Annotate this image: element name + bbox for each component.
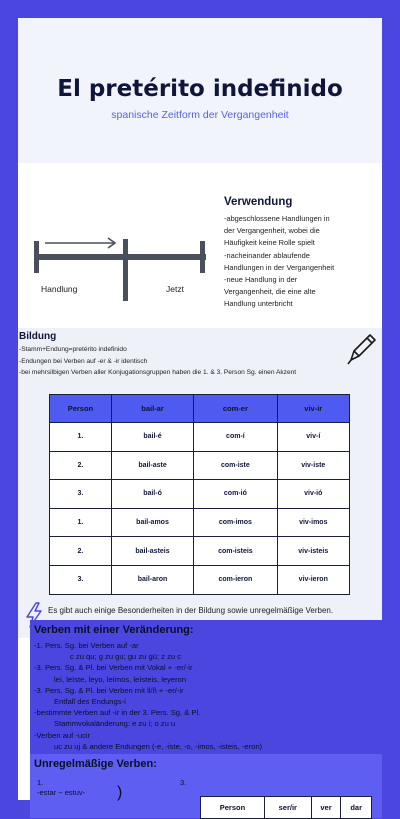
item-number: 3. <box>180 778 187 787</box>
verwendung-line: Häufigkeit keine Rolle spielt <box>224 238 315 248</box>
column-header: viv-ir <box>277 395 349 423</box>
conjugation-table <box>49 394 350 595</box>
column-header: ser/ir <box>264 797 311 819</box>
table-cell: viv-ieron <box>277 565 349 594</box>
rule-line: -bestimmte Verben auf -ir in der 3. Pers. Sg. & Pl. <box>34 708 201 718</box>
page <box>18 18 382 812</box>
unregelmaessig-heading: Unregelmäßige Verben: <box>34 758 157 770</box>
timeline-label-handlung: Handlung <box>41 284 78 294</box>
divider <box>18 163 382 183</box>
item-number: 1. <box>37 778 44 787</box>
veraenderung-section <box>30 620 382 754</box>
rule-line: c zu qu; g zu gu; gu zu gü; z zu c <box>70 652 182 662</box>
irregular-table <box>200 796 372 819</box>
table-cell: com-imos <box>194 508 277 537</box>
table-cell: 2. <box>50 537 112 566</box>
table-cell: com-iste <box>194 451 277 480</box>
verwendung-line: Handlungen in der Vergangenheit <box>224 262 335 272</box>
veraenderung-heading: Verben mit einer Veränderung: <box>34 624 194 636</box>
verwendung-line: -abgeschlossene Handlungen in <box>224 214 330 223</box>
table-cell: 3. <box>50 480 112 509</box>
table-row <box>50 508 350 537</box>
column-header: dar <box>341 797 372 819</box>
rule-line: leí, leíste, leyo, leímos, leísteis, leyeron <box>54 674 187 684</box>
rule-line: Stammvokaländerung: e zu i; o zu u <box>54 719 176 729</box>
bildung-heading: Bildung <box>19 331 57 342</box>
table-row <box>50 480 350 509</box>
column-header: com-er <box>194 395 277 423</box>
veraenderung-rules <box>34 640 262 752</box>
verwendung-line: -neue Handlung in der <box>224 275 298 285</box>
bildung-line: -Endungen bei Verben auf -er & -ir identisch <box>19 357 148 365</box>
table-cell: viv-iste <box>277 451 349 480</box>
table-cell: com-í <box>194 423 277 452</box>
verwendung-line: der Vergangenheit, wobei die <box>224 226 320 236</box>
header <box>18 18 382 163</box>
verwendung-line: -nacheinander ablaufende <box>224 250 310 260</box>
unregelmaessig-section <box>30 754 382 818</box>
bildung-rules <box>19 344 296 379</box>
page-subtitle: spanische Zeitform der Vergangenheit <box>111 109 289 121</box>
table-cell: com-ió <box>194 480 277 509</box>
table-cell: com-ieron <box>194 565 277 594</box>
table-cell: bail-aron <box>111 565 193 594</box>
verwendung-line: Vergangenheit, die eine alte <box>224 287 316 297</box>
table-cell: bail-asteis <box>111 537 193 566</box>
rule-line: -3. Pers. Sg. & Pl. bei Verben mit ll/ñ + -er/-ir <box>34 685 184 695</box>
table-cell: viv-imos <box>277 508 349 537</box>
table-row <box>50 451 350 480</box>
table-cell: bail-amos <box>111 508 193 537</box>
bildung-section <box>18 328 382 638</box>
page-title: El pretérito indefinido <box>57 76 343 102</box>
pencil-icon <box>346 330 378 366</box>
item-text: -estar ~ estuv- <box>37 788 86 797</box>
rule-line: -1. Pers. Sg. bei Verben auf -ar <box>34 641 139 650</box>
bildung-line: -Stamm+Endung=pretérito indefinido <box>19 346 127 353</box>
note-text: Es gibt auch einige Besonderheiten in der Bildung sowie unregelmäßige Verben. <box>48 606 334 615</box>
table-cell: bail-ó <box>111 480 193 509</box>
table-cell: 2. <box>50 451 112 480</box>
table-cell: 1. <box>50 508 112 537</box>
rule-line: uc zu uj & andere Endungen (-e, -iste, -o, -imos, -isteis, -eron) <box>54 741 263 751</box>
column-header: bail-ar <box>111 395 193 423</box>
rule-line: -3. Pers. Sg. & Pl. bei Verben mit Vokal + -er/-ir <box>34 663 193 673</box>
rule-line: -Verben auf -ucir <box>34 730 91 740</box>
column-header: ver <box>311 797 341 819</box>
rule-line: Entfall des Endungs-i <box>54 697 126 707</box>
table-row <box>50 423 350 452</box>
table-cell: viv-í <box>277 423 349 452</box>
table-cell: com-isteis <box>194 537 277 566</box>
table-cell: 3. <box>50 565 112 594</box>
table-cell: 1. <box>50 423 112 452</box>
table-header-row <box>50 395 350 423</box>
table-cell: viv-isteis <box>277 537 349 566</box>
column-header: Person <box>201 797 265 819</box>
table-header-row <box>201 797 372 819</box>
timeline-label-jetzt: Jetzt <box>166 284 184 294</box>
table-cell: bail-é <box>111 423 193 452</box>
table-row <box>50 537 350 566</box>
table-cell: bail-aste <box>111 451 193 480</box>
bildung-line: -bei mehrsilbigen Verben aller Konjugationsgruppen haben die 1. & 3. Person Sg. einen Akzent <box>19 369 297 376</box>
table-cell: viv-ió <box>277 480 349 509</box>
verwendung-heading: Verwendung <box>224 196 293 208</box>
verwendung-line: Handlung unterbricht <box>224 299 293 309</box>
timeline-diagram <box>30 221 210 301</box>
brace-mark: ) <box>117 784 123 801</box>
verwendung-section <box>224 196 378 311</box>
column-header: Person <box>50 395 112 423</box>
table-row <box>50 565 350 594</box>
